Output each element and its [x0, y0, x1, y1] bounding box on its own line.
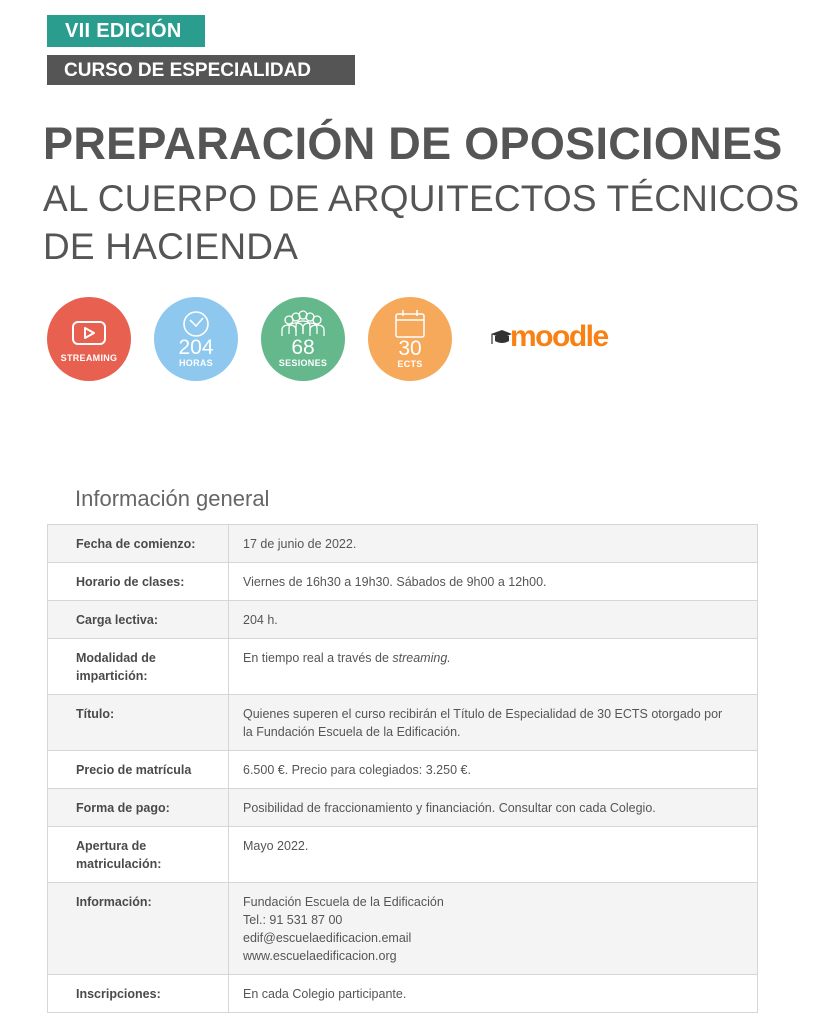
subtitle-line-2: DE HACIENDA: [43, 226, 299, 267]
row-label: Forma de pago:: [48, 789, 229, 827]
row-label: Inscripciones:: [48, 975, 229, 1013]
row-value: Viernes de 16h30 a 19h30. Sábados de 9h00 a 12h00.: [229, 563, 758, 601]
ects-label: ECTS: [397, 358, 423, 369]
play-screen-icon: [70, 319, 108, 349]
hours-label: HORAS: [178, 357, 213, 368]
table-row: [48, 601, 758, 639]
contact-email-link[interactable]: edif@escuelaedificacion.email: [243, 931, 412, 945]
page-title: PREPARACIÓN DE OPOSICIONES: [43, 118, 783, 169]
row-value: 204 h.: [229, 601, 758, 639]
sessions-value: 68: [291, 335, 315, 359]
table-row: [48, 789, 758, 827]
course-type-badge: CURSO DE ESPECIALIDAD: [47, 55, 355, 85]
table-row: [48, 975, 758, 1013]
table-row: [48, 525, 758, 563]
sessions-label: SESIONES: [278, 357, 328, 368]
row-label: Horario de clases:: [48, 563, 229, 601]
graduation-cap-icon: [490, 326, 512, 350]
contact-website-link[interactable]: www.escuelaedificacion.org: [243, 949, 397, 963]
moodle-wordmark: moodle: [510, 320, 608, 353]
row-value: Mayo 2022.: [229, 827, 758, 883]
row-label: Precio de matrícula: [48, 751, 229, 789]
row-value: En cada Colegio participante.: [229, 975, 758, 1013]
row-value: 6.500 €. Precio para colegiados: 3.250 €.: [229, 751, 758, 789]
table-row: [48, 639, 758, 695]
sessions-badge: [261, 297, 345, 381]
clock-icon: [181, 310, 211, 338]
info-table: [47, 524, 758, 1013]
row-value: Quienes superen el curso recibirán el Título de Especialidad de 30 ECTS otorgado por la Fundación Escuela de la Edificación.: [229, 695, 758, 751]
streaming-badge: [47, 297, 131, 381]
row-value: Posibilidad de fraccionamiento y financiación. Consultar con cada Colegio.: [229, 789, 758, 827]
page-subtitle: [43, 175, 799, 271]
row-label: Apertura de matriculación:: [48, 827, 229, 883]
table-row: [48, 695, 758, 751]
hours-badge: [154, 297, 238, 381]
row-label: Información:: [48, 883, 229, 975]
ects-badge: [368, 297, 452, 381]
subtitle-line-1: AL CUERPO DE ARQUITECTOS TÉCNICOS: [43, 178, 800, 219]
row-label: Fecha de comienzo:: [48, 525, 229, 563]
contact-name: Fundación Escuela de la Edificación: [243, 895, 444, 909]
edition-badge: VII EDICIÓN: [47, 15, 205, 47]
calendar-icon: [393, 309, 427, 339]
hours-value: 204: [178, 335, 214, 359]
table-row: [48, 563, 758, 601]
ects-value: 30: [398, 336, 422, 360]
section-title: Información general: [75, 486, 270, 511]
contact-phone[interactable]: Tel.: 91 531 87 00: [243, 913, 343, 927]
row-label: Carga lectiva:: [48, 601, 229, 639]
moodle-logo: [490, 322, 608, 352]
row-value-text: En tiempo real a través de: [243, 651, 393, 665]
table-row: [48, 751, 758, 789]
row-value: [229, 883, 758, 975]
table-row: [48, 827, 758, 883]
row-value: [229, 639, 758, 695]
people-icon: [279, 310, 327, 338]
table-row: [48, 883, 758, 975]
row-value: 17 de junio de 2022.: [229, 525, 758, 563]
row-label: Título:: [48, 695, 229, 751]
row-label: Modalidad de impartición:: [48, 639, 229, 695]
streaming-label: STREAMING: [60, 352, 118, 363]
row-value-emphasis: streaming.: [392, 651, 451, 665]
